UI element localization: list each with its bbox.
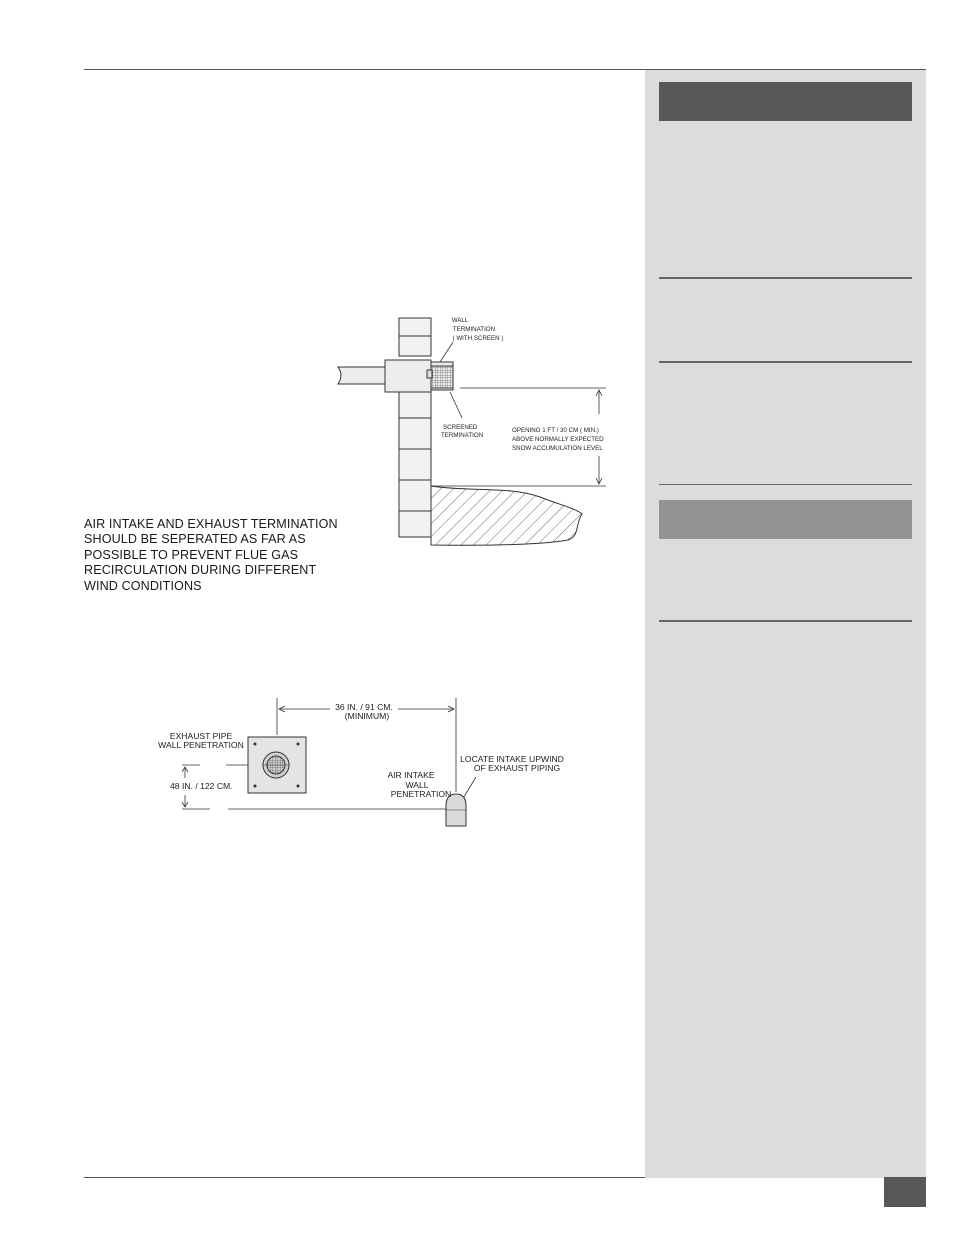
- bottom-rule: [84, 1177, 645, 1178]
- screened-label-1: SCREENED: [443, 424, 478, 431]
- wall-termination-label-1: WALL: [451, 317, 469, 324]
- height-label: 48 IN. / 122 CM.: [170, 781, 233, 791]
- ground: [431, 486, 582, 545]
- note-line: AIR INTAKE AND EXHAUST TERMINATION: [84, 517, 338, 531]
- note-line: RECIRCULATION DURING DIFFERENT: [84, 563, 317, 578]
- brick-wall: [399, 318, 431, 537]
- distance-label-2: (MINIMUM): [344, 711, 390, 721]
- note-line: WIND CONDITIONS: [84, 578, 202, 593]
- sidebar-divider: [659, 484, 912, 485]
- sidebar-panel: [645, 70, 926, 1178]
- sidebar-divider: [659, 361, 912, 363]
- opening-label-3: SNOW ACCUMULATION LEVEL: [512, 445, 603, 452]
- sidebar-header-bar: [659, 82, 912, 121]
- wall-termination-figure: [330, 300, 640, 550]
- opening-label-1: OPENING 1 FT / 30 CM ( MIN.): [512, 427, 599, 434]
- upwind-label-2: OF EXHAUST PIPING: [473, 763, 561, 773]
- note-line: POSSIBLE TO PREVENT FLUE GAS: [84, 547, 299, 562]
- termination-note: [84, 517, 354, 594]
- penetration-spacing-figure: [130, 690, 580, 830]
- intake-label-1: AIR INTAKE: [387, 770, 435, 780]
- exhaust-label-1: EXHAUST PIPE: [169, 731, 233, 741]
- distance-label-1: 36 IN. / 91 CM.: [335, 702, 393, 712]
- vent-pipe: [338, 360, 453, 392]
- page-number-tab: [884, 1177, 926, 1207]
- wall-termination-label-3: ( WITH SCREEN ): [452, 335, 504, 342]
- screened-label-2: TERMINATION: [441, 432, 484, 439]
- sidebar-divider: [659, 277, 912, 279]
- wall-termination-label-2: TERMINATION: [452, 326, 496, 333]
- sidebar-divider: [659, 620, 912, 622]
- exhaust-label-2: WALL PENETRATION: [158, 740, 244, 750]
- intake-label-3: PENETRATION: [390, 789, 452, 799]
- upwind-label-1: LOCATE INTAKE UPWIND: [460, 754, 564, 764]
- intake-label-2: WALL: [405, 780, 429, 790]
- opening-label-2: ABOVE NORMALLY EXPECTED: [512, 436, 604, 443]
- note-line: SHOULD BE SEPERATED AS FAR AS: [84, 532, 306, 547]
- sidebar-subheader-bar: [659, 500, 912, 539]
